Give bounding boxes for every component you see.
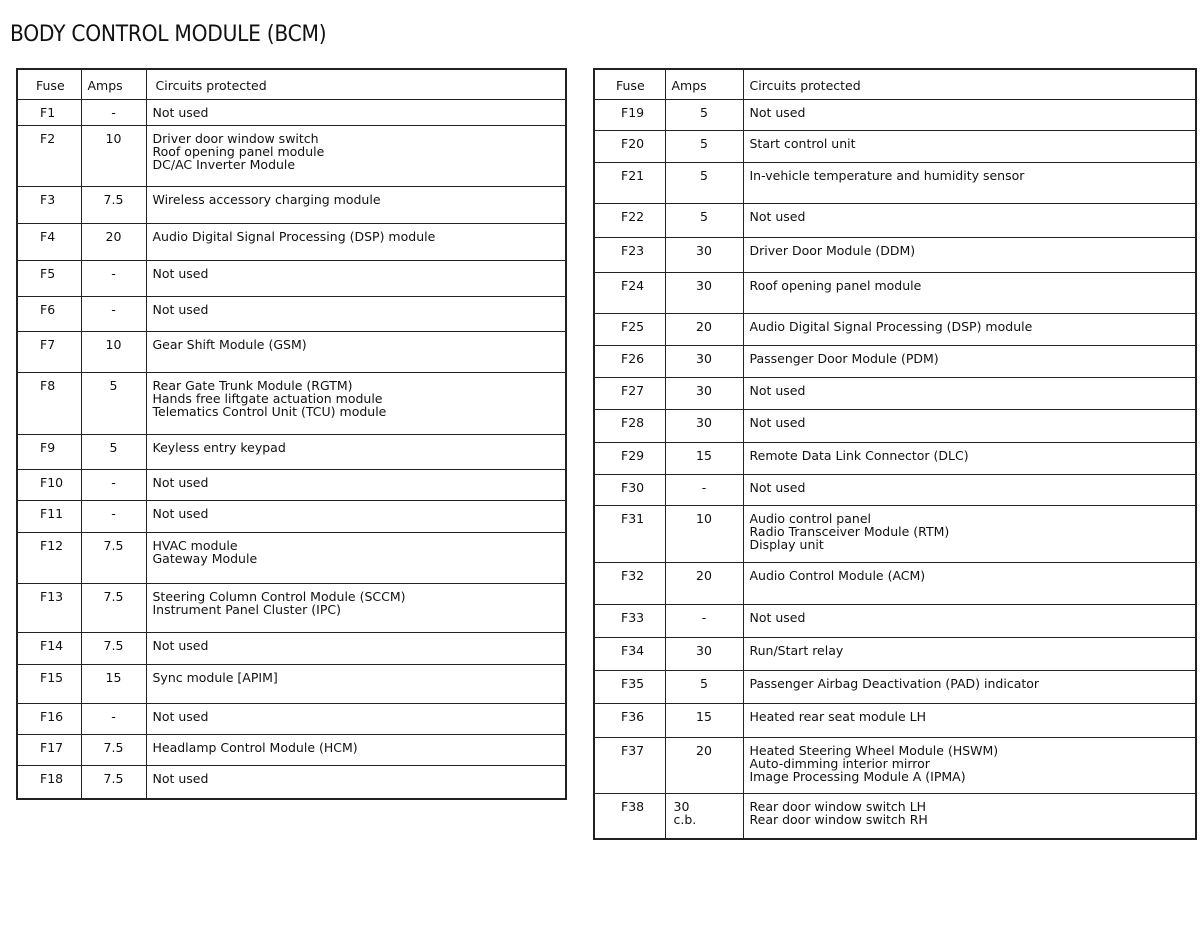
amps-cell: - (81, 500, 146, 532)
circuits-cell: Rear door window switch LH Rear door window switch RH (743, 793, 1196, 839)
circuits-cell: Keyless entry keypad (146, 434, 566, 469)
table-row (594, 604, 1196, 637)
fuse-cell: F26 (594, 345, 665, 377)
amps-cell: 5 (81, 434, 146, 469)
table-row (594, 345, 1196, 377)
table-row (17, 469, 566, 500)
circuits-cell: Heated rear seat module LH (743, 703, 1196, 737)
amps-cell: 15 (665, 703, 743, 737)
fuse-cell: F33 (594, 604, 665, 637)
amps-cell: 10 (81, 331, 146, 372)
circuits-cell: Sync module [APIM] (146, 664, 566, 703)
fuse-cell: F31 (594, 505, 665, 562)
circuits-cell: Heated Steering Wheel Module (HSWM) Auto-dimming interior mirror Image Processing Module A (IPMA) (743, 737, 1196, 793)
table-row (594, 505, 1196, 562)
amps-cell: 20 (665, 562, 743, 604)
fuse-cell: F34 (594, 637, 665, 670)
circuits-cell: Audio control panel Radio Transceiver Module (RTM) Display unit (743, 505, 1196, 562)
fuse-cell: F12 (17, 532, 81, 583)
table-row (17, 296, 566, 331)
fuse-cell: F2 (17, 125, 81, 186)
fuse-cell: F7 (17, 331, 81, 372)
circuits-cell: Gear Shift Module (GSM) (146, 331, 566, 372)
circuits-cell: Driver door window switch Roof opening panel module DC/AC Inverter Module (146, 125, 566, 186)
amps-cell: 5 (665, 670, 743, 703)
circuits-cell: Rear Gate Trunk Module (RGTM) Hands free liftgate actuation module Telematics Control Unit (TCU) module (146, 372, 566, 434)
circuits-cell: Audio Digital Signal Processing (DSP) module (743, 313, 1196, 345)
amps-cell: 7.5 (81, 632, 146, 664)
header-fuse: Fuse (594, 69, 665, 99)
table-row (594, 562, 1196, 604)
table-row (17, 223, 566, 260)
table-row (594, 162, 1196, 203)
table-row (17, 260, 566, 296)
circuits-cell: Start control unit (743, 130, 1196, 162)
table-row (17, 331, 566, 372)
fuse-cell: F8 (17, 372, 81, 434)
fuse-table-left (16, 68, 567, 800)
circuits-cell: Passenger Airbag Deactivation (PAD) indicator (743, 670, 1196, 703)
amps-cell: 30 (665, 637, 743, 670)
fuse-cell: F35 (594, 670, 665, 703)
amps-cell: - (81, 703, 146, 734)
amps-cell: 20 (665, 737, 743, 793)
amps-cell: 30 (665, 272, 743, 313)
circuits-cell: Not used (743, 203, 1196, 237)
amps-cell: 15 (81, 664, 146, 703)
amps-cell: - (81, 296, 146, 331)
fuse-cell: F37 (594, 737, 665, 793)
amps-cell: 20 (81, 223, 146, 260)
table-row (17, 632, 566, 664)
fuse-cell: F30 (594, 474, 665, 505)
amps-cell: 5 (665, 99, 743, 130)
circuits-cell: Not used (146, 469, 566, 500)
table-row (17, 434, 566, 469)
fuse-cell: F1 (17, 99, 81, 125)
circuits-cell: Not used (743, 474, 1196, 505)
amps-cell: - (81, 99, 146, 125)
amps-cell: 30 (665, 237, 743, 272)
fuse-cell: F38 (594, 793, 665, 839)
fuse-cell: F3 (17, 186, 81, 223)
table-row (594, 130, 1196, 162)
circuits-cell: Not used (146, 765, 566, 799)
fuse-cell: F16 (17, 703, 81, 734)
table-row (17, 583, 566, 632)
fuse-cell: F15 (17, 664, 81, 703)
amps-cell: 5 (81, 372, 146, 434)
fuse-cell: F6 (17, 296, 81, 331)
page-title: BODY CONTROL MODULE (BCM) (10, 22, 327, 47)
circuits-cell: Steering Column Control Module (SCCM) Instrument Panel Cluster (IPC) (146, 583, 566, 632)
fuse-cell: F5 (17, 260, 81, 296)
fuse-cell: F9 (17, 434, 81, 469)
circuits-cell: Wireless accessory charging module (146, 186, 566, 223)
amps-cell: - (665, 604, 743, 637)
header-fuse: Fuse (17, 69, 81, 99)
amps-cell: - (665, 474, 743, 505)
amps-cell: 30 (665, 345, 743, 377)
circuits-cell: In-vehicle temperature and humidity sensor (743, 162, 1196, 203)
fuse-cell: F18 (17, 765, 81, 799)
circuits-cell: Not used (743, 604, 1196, 637)
table-row (594, 637, 1196, 670)
circuits-cell: Not used (146, 500, 566, 532)
circuits-cell: Not used (146, 632, 566, 664)
circuits-cell: Not used (743, 377, 1196, 409)
amps-cell: 5 (665, 203, 743, 237)
fuse-cell: F23 (594, 237, 665, 272)
circuits-cell: Roof opening panel module (743, 272, 1196, 313)
amps-cell: 20 (665, 313, 743, 345)
fuse-cell: F36 (594, 703, 665, 737)
fuse-cell: F24 (594, 272, 665, 313)
fuse-table-right (593, 68, 1197, 840)
table-row (594, 203, 1196, 237)
amps-cell: 10 (665, 505, 743, 562)
table-row (17, 125, 566, 186)
amps-cell: 7.5 (81, 186, 146, 223)
circuits-cell: Audio Digital Signal Processing (DSP) module (146, 223, 566, 260)
amps-cell: 7.5 (81, 532, 146, 583)
table-row (594, 703, 1196, 737)
fuse-cell: F25 (594, 313, 665, 345)
table-row (17, 372, 566, 434)
amps-cell: - (81, 260, 146, 296)
table-row (17, 186, 566, 223)
circuits-cell: Not used (743, 99, 1196, 130)
fuse-cell: F21 (594, 162, 665, 203)
fuse-cell: F10 (17, 469, 81, 500)
amps-cell: 5 (665, 162, 743, 203)
fuse-cell: F22 (594, 203, 665, 237)
circuits-cell: Passenger Door Module (PDM) (743, 345, 1196, 377)
table-row (17, 734, 566, 765)
circuits-cell: Remote Data Link Connector (DLC) (743, 442, 1196, 474)
circuits-cell: HVAC module Gateway Module (146, 532, 566, 583)
amps-cell: 7.5 (81, 765, 146, 799)
fuse-cell: F17 (17, 734, 81, 765)
table-row (594, 474, 1196, 505)
table-row (17, 532, 566, 583)
amps-cell: 10 (81, 125, 146, 186)
circuits-cell: Headlamp Control Module (HCM) (146, 734, 566, 765)
table-row (17, 99, 566, 125)
amps-cell: 30 c.b. (665, 793, 743, 839)
table-row (594, 313, 1196, 345)
amps-cell: 15 (665, 442, 743, 474)
circuits-cell: Driver Door Module (DDM) (743, 237, 1196, 272)
header-amps: Amps (81, 69, 146, 99)
table-row (17, 703, 566, 734)
circuits-cell: Run/Start relay (743, 637, 1196, 670)
amps-cell: 5 (665, 130, 743, 162)
header-circuits: Circuits protected (146, 69, 566, 99)
fuse-cell: F20 (594, 130, 665, 162)
circuits-cell: Not used (146, 703, 566, 734)
table-row (594, 409, 1196, 442)
table-row (17, 765, 566, 799)
fuse-cell: F28 (594, 409, 665, 442)
table-row (594, 237, 1196, 272)
table-header-row (594, 69, 1196, 99)
fuse-cell: F13 (17, 583, 81, 632)
table-row (17, 664, 566, 703)
amps-cell: 30 (665, 377, 743, 409)
amps-cell: - (81, 469, 146, 500)
fuse-cell: F11 (17, 500, 81, 532)
circuits-cell: Not used (146, 296, 566, 331)
fuse-cell: F27 (594, 377, 665, 409)
circuits-cell: Not used (146, 99, 566, 125)
table-row (594, 272, 1196, 313)
table-row (594, 99, 1196, 130)
fuse-cell: F14 (17, 632, 81, 664)
table-row (17, 500, 566, 532)
fuse-cell: F32 (594, 562, 665, 604)
fuse-cell: F29 (594, 442, 665, 474)
table-row (594, 793, 1196, 839)
amps-cell: 7.5 (81, 583, 146, 632)
circuits-cell: Not used (743, 409, 1196, 442)
header-circuits: Circuits protected (743, 69, 1196, 99)
table-row (594, 442, 1196, 474)
circuits-cell: Audio Control Module (ACM) (743, 562, 1196, 604)
fuse-cell: F4 (17, 223, 81, 260)
amps-cell: 7.5 (81, 734, 146, 765)
table-row (594, 737, 1196, 793)
table-row (594, 670, 1196, 703)
amps-cell: 30 (665, 409, 743, 442)
circuits-cell: Not used (146, 260, 566, 296)
table-row (594, 377, 1196, 409)
table-header-row (17, 69, 566, 99)
fuse-cell: F19 (594, 99, 665, 130)
header-amps: Amps (665, 69, 743, 99)
